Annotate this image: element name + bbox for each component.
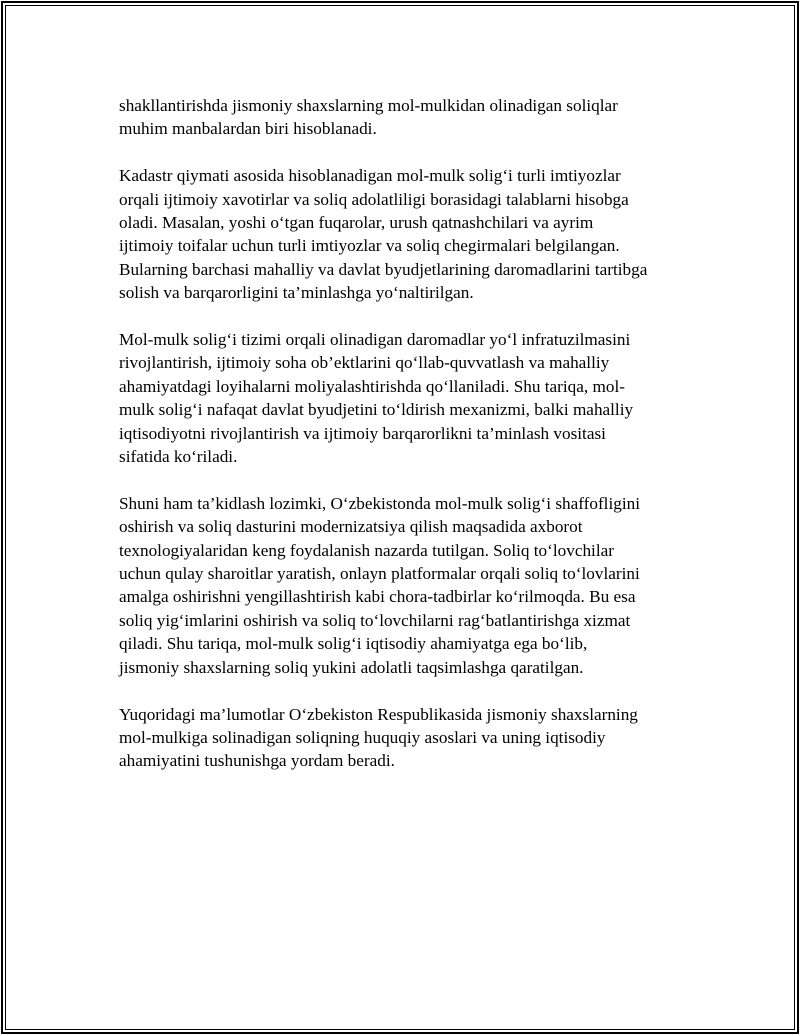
paragraph: Yuqoridagi ma’lumotlar O‘zbekiston Respublikasida jismoniy shaxslarning mol-mulkiga solinadigan soliqning huquqiy asoslari va uning iqtisodiy ahamiyatini tushunishga yordam beradi. xyxy=(119,704,638,771)
paragraph: Shuni ham ta’kidlash lozimki, O‘zbekistonda mol-mulk solig‘i shaffofligini oshirish va soliq dasturini modernizatsiya qilish maqsadida axborot texnologiyalaridan keng foydalanish nazarda tutilgan. Soliq to‘lovchilar uchun qulay sharoitlar yaratish, onlayn platformalar orqali soliq to‘lovlarini amalga oshirishni yengillashtirish kabi chora-tadbirlar ko‘rilmoqda. Bu esa soliq yig‘imlarini oshirish va soliq to‘lovchilarni rag‘batlantirishga xizmat qiladi. Shu tariqa, mol-mulk solig‘i iqtisodiy ahamiyatga ega bo‘lib, jismoniy shaxslarning soliq yukini adolatli taqsimlashga qaratilgan. xyxy=(119,493,640,677)
paragraph: Mol-mulk solig‘i tizimi orqali olinadigan daromadlar yo‘l infratuzilmasini rivojlantirish, ijtimoiy soha ob’ektlarini qo‘llab-quvvatlash va mahalliy ahamiyatdagi loyihalarni moliyalashtirishda qo‘llaniladi. Shu tariqa, mol- mulk solig‘i nafaqat davlat byudjetini to‘ldirish mexanizmi, balki mahalliy iqtisodiyotni rivojlantirish va ijtimoiy barqarorlikni ta’minlash vositasi sifatida ko‘riladi. xyxy=(119,330,634,467)
document-body xyxy=(119,94,681,796)
paragraph: Kadastr qiymati asosida hisoblanadigan mol-mulk solig‘i turli imtiyozlar orqali ijtimoiy xavotirlar va soliq adolatliligi borasidagi talablarni hisobga oladi. Masalan, yoshi o‘tgan fuqarolar, urush qatnashchilari va ayrim ijtimoiy toifalar uchun turli imtiyozlar va soliq chegirmalari belgilangan. Bularning barchasi mahalliy va davlat byudjetlarining daromadlarini tartibga solish va barqarorligini ta’minlashga yo‘naltirilgan. xyxy=(119,166,648,303)
page-border xyxy=(1,1,799,1034)
paragraph: shakllantirishda jismoniy shaxslarning mol-mulkidan olinadigan soliqlar muhim manbalardan biri hisoblanadi. xyxy=(119,96,618,139)
